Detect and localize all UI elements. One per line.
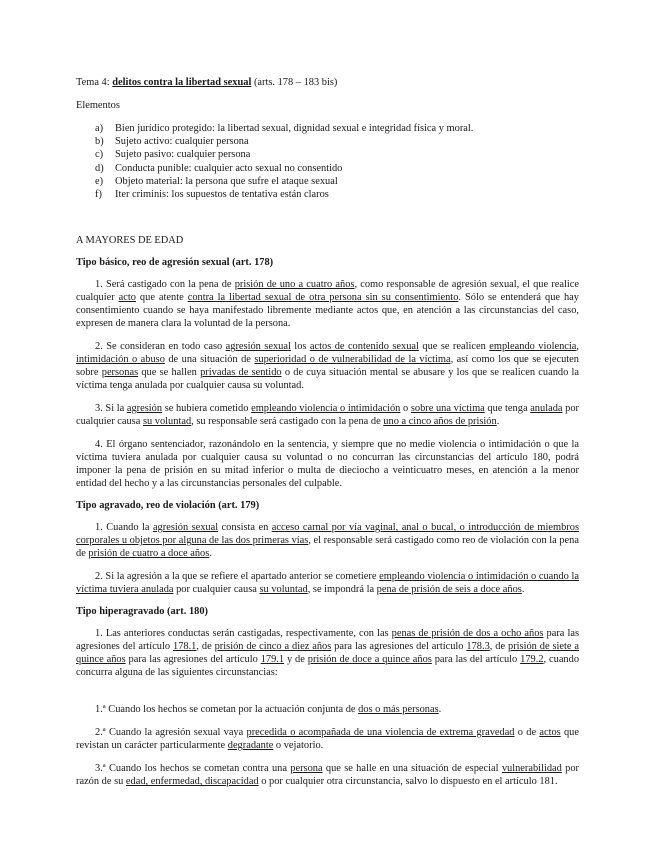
- list-item-label: b): [95, 136, 104, 148]
- list-item: [95, 148, 579, 161]
- circunstancia-3: 3.ª Cuando los hechos se cometan contra una persona que se halle en una situación de especial vulnerabilidad por razón de su edad, enfermedad, discapacidad o por cualquier otra circunstancia, salvo lo dispuesto en el artículo 181.: [76, 763, 580, 788]
- section-heading: A MAYORES DE EDAD: [76, 235, 184, 247]
- elementos-list: [76, 122, 579, 201]
- list-item-text: Conducta punible: cualquier acto sexual no consentido: [115, 162, 343, 174]
- circunstancia-2: 2.ª Cuando la agresión sexual vaya precedida o acompañada de una violencia de extrema gravedad o de actos que revistan un carácter particularmente degradante o vejatorio.: [76, 727, 579, 752]
- list-item: [95, 162, 579, 175]
- tipo-basico-paragraph-4: 4. El órgano sentenciador, razonándolo en la sentencia, y siempre que no medie violencia o intimidación o que la víctima tuviera anulada por cualquier causa su voluntad o no concurran las circunstancias del artículo 180, podrá imponer la pena de prisión en su mitad inferior o multa de dieciocho a veinticuatro meses, en atención a la menor entidad del hecho y a las circunstancias personales del culpable.: [76, 439, 579, 490]
- tipo-basico-heading: Tipo básico, reo de agresión sexual (art. 178): [76, 257, 274, 269]
- title-prefix: Tema 4:: [76, 77, 113, 88]
- elementos-heading: Elementos: [76, 100, 120, 111]
- list-item-text: Sujeto pasivo: cualquier persona: [115, 149, 251, 161]
- document-page: [76, 76, 579, 798]
- tipo-agravado-paragraph-1: 1. Cuando la agresión sexual consista en acceso carnal por vía vaginal, anal o bucal, o introducción de miembros corporales u objetos por alguna de las dos primeras vías, el responsable será castigado como reo de violación con la pena de prisión de cuatro a doce años.: [76, 522, 579, 560]
- list-item: [95, 122, 579, 135]
- list-item-label: e): [95, 175, 104, 187]
- list-item-text: Sujeto activo: cualquier persona: [115, 136, 249, 148]
- tipo-hiper-heading: Tipo hiperagravado (art. 180): [76, 606, 208, 618]
- document-title: [76, 76, 579, 89]
- tipo-agravado-paragraph-2: 2. Si la agresión a la que se refiere el apartado anterior se cometiere empleando violencia o intimidación o cuando la víctima tuviera anulada por cualquier causa su voluntad, se impondrá la pena de prisión de seis a doce años.: [76, 571, 579, 596]
- list-item-label: d): [95, 162, 104, 174]
- tipo-hiper-paragraph-1: 1. Las anteriores conductas serán castigadas, respectivamente, con las penas de prisión de dos a ocho años para las agresiones del artículo 178.1, de prisión de cinco a diez años para las agresiones del artículo 178.3, de prisión de siete a quince años para las agresiones del artículo 179.1 y de prisión de doce a quince años para las del artículo 179.2, cuando concurra alguna de las siguientes circunstancias:: [76, 628, 580, 679]
- tipo-agravado-heading: Tipo agravado, reo de violación (art. 179): [76, 500, 260, 512]
- list-item-text: Iter criminis: los supuestos de tentativa están claros: [115, 189, 329, 201]
- title-main: delitos contra la libertad sexual: [112, 77, 252, 88]
- tipo-basico-paragraph-1: 1. Será castigado con la pena de prisión de uno a cuatro años, como responsable de agresión sexual, el que realice cualquier acto que atente contra la libertad sexual de otra persona sin su consentimiento. Sólo se entenderá que hay consentimiento cuando se haya manifestado libremente mediante actos que, en atención a las circunstancias del caso, expresen de manera clara la voluntad de la persona.: [76, 279, 579, 330]
- circunstancia-1: 1.ª Cuando los hechos se cometan por la actuación conjunta de dos o más personas.: [95, 704, 442, 716]
- title-suffix: (arts. 178 – 183 bis): [251, 77, 338, 88]
- list-item-label: a): [95, 123, 104, 134]
- list-item: [95, 175, 579, 188]
- list-item: [95, 135, 579, 148]
- list-item-label: f): [95, 189, 102, 201]
- list-item-text: Objeto material: la persona que sufre el ataque sexual: [115, 175, 338, 187]
- list-item: [95, 188, 579, 201]
- list-item-label: c): [95, 149, 104, 161]
- tipo-basico-paragraph-2: 2. Se consideran en todo caso agresión sexual los actos de contenido sexual que se realicen empleando violencia, intimidación o abuso de una situación de superioridad o de vulnerabilidad de la víctima, así como los que se ejecuten sobre personas que se hallen privadas de sentido o de cuya situación mental se abusare y los que se realicen cuando la víctima tenga anulada por cualquier causa su voluntad.: [76, 341, 580, 392]
- list-item-text: Bien jurídico protegido: la libertad sexual, dignidad sexual e integridad física y moral.: [115, 123, 474, 134]
- tipo-basico-paragraph-3: 3. Si la agresión se hubiera cometido empleando violencia o intimidación o sobre una víctima que tenga anulada por cualquier causa su voluntad, su responsable será castigado con la pena de uno a cinco años de prisión.: [76, 403, 579, 428]
